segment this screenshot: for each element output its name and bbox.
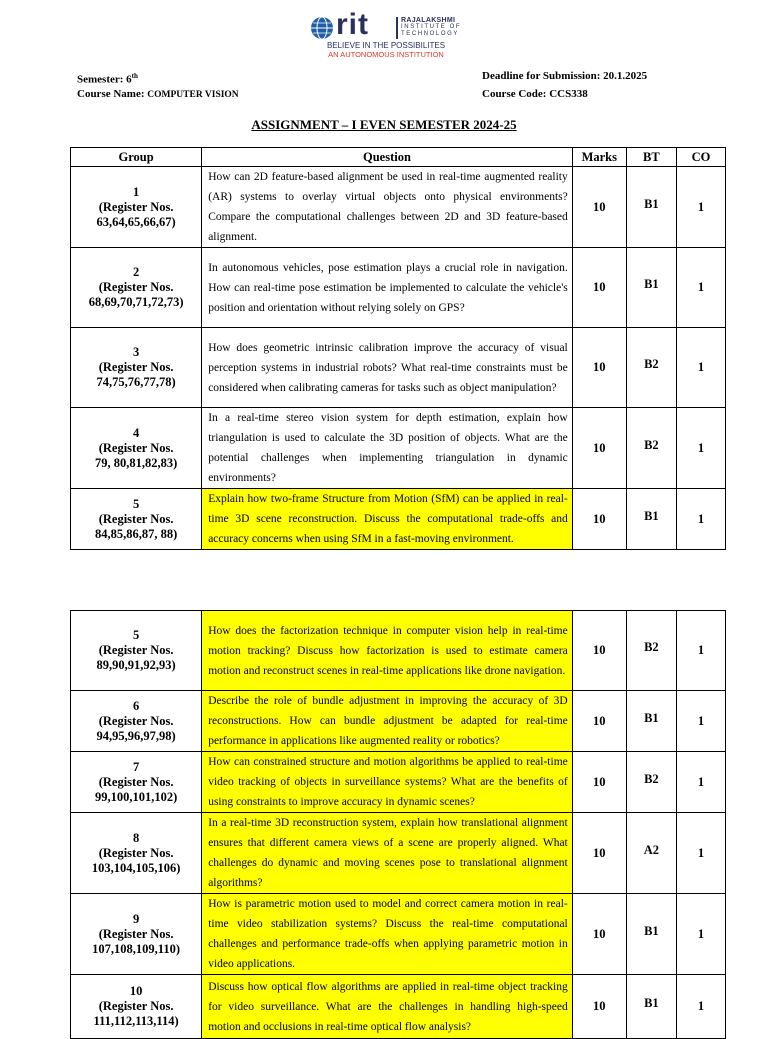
group-nos: 63,64,65,66,67) — [96, 214, 176, 229]
group-nos: 107,108,109,110) — [92, 941, 181, 956]
group-cell — [71, 611, 202, 691]
table-row — [71, 975, 726, 1039]
group-group: 5 — [132, 628, 140, 642]
logo-sub-tagline: AN AUTONOMOUS INSTITUTION — [328, 50, 444, 59]
logo-institute-name: RAJALAKSHMI INSTITUTE OF TECHNOLOGY — [401, 17, 462, 37]
question-cell: In a real-time 3D reconstruction system, explain how translational alignment ensures that different camera views of a scene are properly aligned. What challenges do dynamic and moving scenes pose to translational alignment algorithms? — [202, 813, 573, 894]
group-group: 6 — [132, 698, 140, 713]
marks-cell: 10 — [572, 328, 626, 408]
marks-cell: 10 — [572, 813, 626, 894]
logo-brand: rit — [336, 8, 369, 41]
group-group: 10 — [129, 984, 143, 998]
group-reg: (Register Nos. — [98, 713, 174, 728]
institution-logo — [308, 8, 468, 59]
co-cell: 1 — [676, 489, 725, 550]
group-group: 9 — [132, 911, 140, 926]
group-cell — [71, 408, 202, 489]
course-name-label: Course Name: — [77, 88, 145, 100]
group-reg: (Register Nos. — [98, 360, 174, 374]
question-cell: How can constrained structure and motion algorithms be applied to real-time video tracking of objects in surveillance systems? What are the benefits of using constraints to improve accuracy in dynamic scenes? — [202, 752, 573, 813]
document-title: ASSIGNMENT – I EVEN SEMESTER 2024-25 — [251, 117, 517, 132]
assignment-table-1 — [70, 147, 726, 550]
bt-cell: A2 — [626, 813, 676, 894]
co-cell: 1 — [676, 975, 725, 1039]
group-nos: 79, 80,81,82,83) — [94, 455, 178, 470]
course-code-value: CCS338 — [549, 88, 588, 100]
question-cell: How is parametric motion used to model and correct camera motion in real-time video stabilization systems? Discuss the real-time computational challenges and performance trade-offs when applying parametric motion in video applications. — [202, 894, 573, 975]
group-cell — [71, 894, 202, 975]
co-cell: 1 — [676, 328, 725, 408]
bt-cell: B2 — [626, 408, 676, 489]
marks-cell: 10 — [572, 975, 626, 1039]
group-reg: (Register Nos. — [98, 643, 174, 657]
group-cell — [71, 752, 202, 813]
table-row — [71, 328, 726, 408]
deadline-label: Deadline for Submission: — [482, 70, 601, 82]
semester-line — [77, 69, 138, 87]
bt-cell: B1 — [626, 894, 676, 975]
bt-cell: B1 — [626, 167, 676, 248]
globe-icon — [310, 16, 334, 40]
question-cell: How can 2D feature-based alignment be used in real-time augmented reality (AR) systems to overlay virtual objects onto physical environments? Compare the computational challenges between 2D and 3D feature-based alignment. — [202, 167, 573, 248]
marks-cell: 10 — [572, 611, 626, 691]
co-cell: 1 — [676, 894, 725, 975]
marks-cell: 10 — [572, 894, 626, 975]
group-cell — [71, 248, 202, 328]
question-cell: Describe the role of bundle adjustment in improving the accuracy of 3D reconstructions. How can bundle adjustment be adapted for real-time performance in applications like augmented reality or robotics? — [202, 691, 573, 752]
group-nos: 111,112,113,114) — [93, 1014, 179, 1028]
group-nos: 84,85,86,87, 88) — [94, 526, 178, 541]
bt-cell: B1 — [626, 975, 676, 1039]
semester-suffix: th — [131, 72, 138, 80]
group-cell — [71, 813, 202, 894]
assignment-table-2 — [70, 610, 726, 1039]
question-cell: Discuss how optical flow algorithms are applied in real-time object tracking for video surveillance. What are the challenges in handling high-speed motion and occlusions in real-time optical flow analysis? — [202, 975, 573, 1039]
question-cell: How does the factorization technique in computer vision help in real-time motion tracking? Discuss how factorization is used to estimate camera motion and reconstruct scenes in real-time applications like drone navigation. — [202, 611, 573, 691]
group-group: 2 — [132, 265, 140, 279]
semester-label: Semester: — [77, 73, 124, 86]
group-reg: (Register Nos. — [98, 280, 174, 294]
co-cell: 1 — [676, 691, 725, 752]
course-name-value: COMPUTER VISION — [147, 90, 239, 100]
question-cell: In a real-time stereo vision system for depth estimation, explain how triangulation is used to calculate the 3D position of objects. What are the potential challenges when implementing triangulation in dynamic environments? — [202, 408, 573, 489]
co-cell: 1 — [676, 167, 725, 248]
bt-cell: B1 — [626, 691, 676, 752]
table-row — [71, 611, 726, 691]
group-reg: (Register Nos. — [98, 774, 174, 789]
header-question: Question — [202, 148, 573, 167]
header-marks: Marks — [572, 148, 626, 167]
group-cell — [71, 489, 202, 550]
deadline-line — [482, 69, 647, 83]
group-reg: (Register Nos. — [98, 999, 174, 1013]
logo-divider — [396, 17, 398, 39]
table-row — [71, 248, 726, 328]
semester-value: 6 — [126, 73, 132, 86]
table-row — [71, 813, 726, 894]
bt-cell: B2 — [626, 752, 676, 813]
group-group: 4 — [132, 425, 140, 440]
group-cell — [71, 691, 202, 752]
logo-tagline: BELIEVE IN THE POSSIBILITES — [326, 41, 446, 50]
group-nos: 99,100,101,102) — [94, 789, 178, 804]
co-cell: 1 — [676, 611, 725, 691]
group-cell — [71, 328, 202, 408]
question-cell: In autonomous vehicles, pose estimation plays a crucial role in navigation. How can real-time pose estimation be implemented to calculate the vehicle's position and orientation without relying solely on GPS? — [202, 248, 573, 328]
group-group: 8 — [132, 830, 140, 845]
deadline-value: 20.1.2025 — [603, 70, 648, 82]
group-reg: (Register Nos. — [98, 199, 174, 214]
header-bt: BT — [626, 148, 676, 167]
group-reg: (Register Nos. — [98, 845, 174, 860]
table-row — [71, 894, 726, 975]
marks-cell: 10 — [572, 408, 626, 489]
co-cell: 1 — [676, 248, 725, 328]
co-cell: 1 — [676, 813, 725, 894]
question-cell: Explain how two-frame Structure from Motion (SfM) can be applied in real-time 3D scene reconstruction. Discuss the computational trade-offs and accuracy concerns when using SfM in a fast-moving environment. — [202, 489, 573, 550]
group-cell — [71, 167, 202, 248]
marks-cell: 10 — [572, 752, 626, 813]
table-row — [71, 752, 726, 813]
group-group: 5 — [132, 496, 140, 511]
group-group: 1 — [132, 184, 140, 199]
marks-cell: 10 — [572, 691, 626, 752]
table-row — [71, 691, 726, 752]
group-reg: (Register Nos. — [98, 511, 174, 526]
group-nos: 74,75,76,77,78) — [96, 375, 176, 389]
question-cell: How does geometric intrinsic calibration improve the accuracy of visual perception systems in industrial robots? What real-time constraints must be considered when calibrating cameras for tasks such as object manipulation? — [202, 328, 573, 408]
bt-cell: B2 — [626, 611, 676, 691]
group-nos: 103,104,105,106) — [91, 860, 181, 875]
group-nos: 94,95,96,97,98) — [96, 728, 176, 743]
table-row — [71, 489, 726, 550]
table-row — [71, 408, 726, 489]
bt-cell: B1 — [626, 248, 676, 328]
group-group: 7 — [132, 759, 140, 774]
bt-cell: B2 — [626, 328, 676, 408]
marks-cell: 10 — [572, 248, 626, 328]
marks-cell: 10 — [572, 167, 626, 248]
bt-cell: B1 — [626, 489, 676, 550]
course-name-line — [77, 87, 239, 102]
table-row — [71, 167, 726, 248]
group-reg: (Register Nos. — [98, 440, 174, 455]
course-code-line — [482, 87, 588, 101]
group-cell — [71, 975, 202, 1039]
group-nos: 68,69,70,71,72,73) — [88, 295, 184, 309]
co-cell: 1 — [676, 408, 725, 489]
marks-cell: 10 — [572, 489, 626, 550]
course-code-label: Course Code: — [482, 88, 547, 100]
co-cell: 1 — [676, 752, 725, 813]
header-co: CO — [676, 148, 725, 167]
header-group: Group — [71, 148, 202, 167]
group-nos: 89,90,91,92,93) — [96, 658, 176, 672]
table-header-row — [71, 148, 726, 167]
group-reg: (Register Nos. — [98, 926, 174, 941]
group-group: 3 — [132, 345, 140, 359]
